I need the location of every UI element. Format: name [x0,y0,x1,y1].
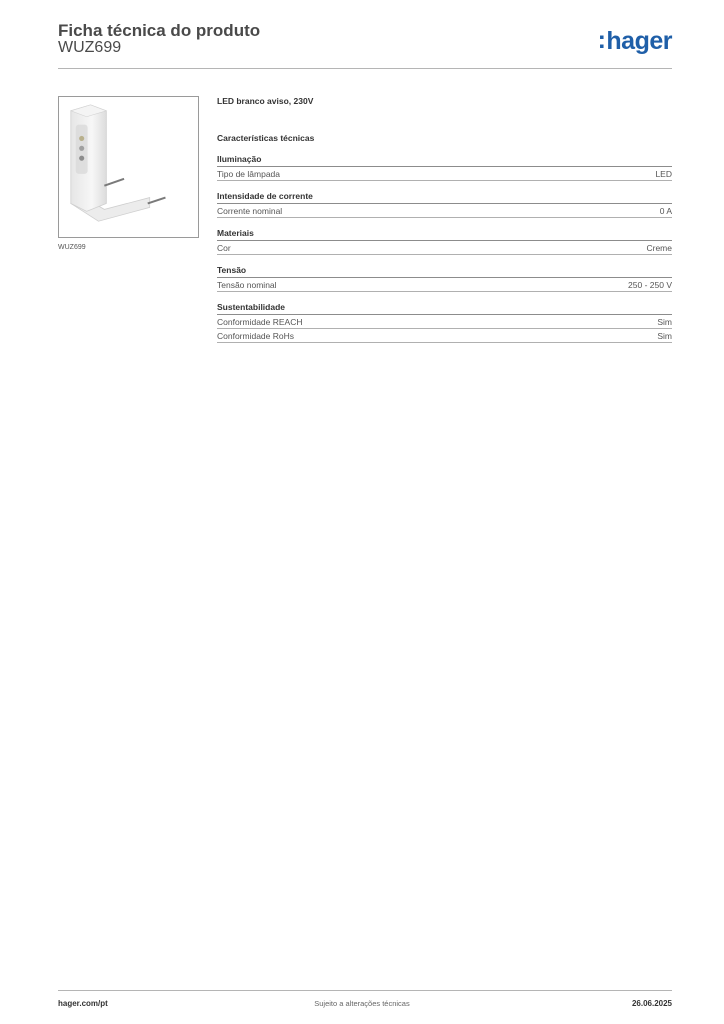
spec-group-sustentabilidade [217,302,672,343]
footer-divider [58,990,672,991]
spec-row [217,241,672,255]
header-divider [58,68,672,69]
spec-label: Tipo de lâmpada [217,169,281,179]
spec-label: Conformidade REACH [217,317,303,327]
spec-group-materiais [217,228,672,255]
group-title: Sustentabilidade [217,302,672,315]
spec-value: 250 - 250 V [628,280,672,290]
spec-group-iluminacao [217,154,672,181]
product-image [58,96,199,238]
group-title: Tensão [217,265,672,278]
hager-logo [598,27,672,56]
spec-label: Corrente nominal [217,206,283,216]
footer-website-link[interactable]: hager.com/pt [58,999,108,1008]
spec-row [217,315,672,329]
spec-value: Sim [657,317,672,327]
product-description: LED branco aviso, 230V [217,96,314,106]
group-title: Iluminação [217,154,672,167]
spec-label: Tensão nominal [217,280,277,290]
spec-value: Creme [646,243,672,253]
page-title: Ficha técnica do produto [58,21,261,40]
spec-row [217,167,672,181]
spec-label: Cor [217,243,231,253]
image-caption: WUZ699 [58,244,86,251]
product-code: WUZ699 [58,39,122,56]
spec-group-tensao [217,265,672,292]
spec-row [217,278,672,292]
spec-row [217,329,672,343]
logo-text: hager [606,27,672,55]
spec-group-intensidade [217,191,672,218]
spec-label: Conformidade RoHs [217,331,295,341]
spec-row [217,204,672,218]
group-title: Materiais [217,228,672,241]
spec-value: 0 A [659,206,672,216]
led-module-illustration [59,97,198,237]
spec-section [217,96,672,353]
spec-value: LED [655,169,672,179]
logo-colon-icon: : [597,26,606,54]
group-title: Intensidade de corrente [217,191,672,204]
spec-heading: Características técnicas [217,133,315,143]
footer-date: 26.06.2025 [631,999,672,1008]
spec-value: Sim [657,331,672,341]
footer-notice: Sujeito a alterações técnicas [314,999,410,1008]
